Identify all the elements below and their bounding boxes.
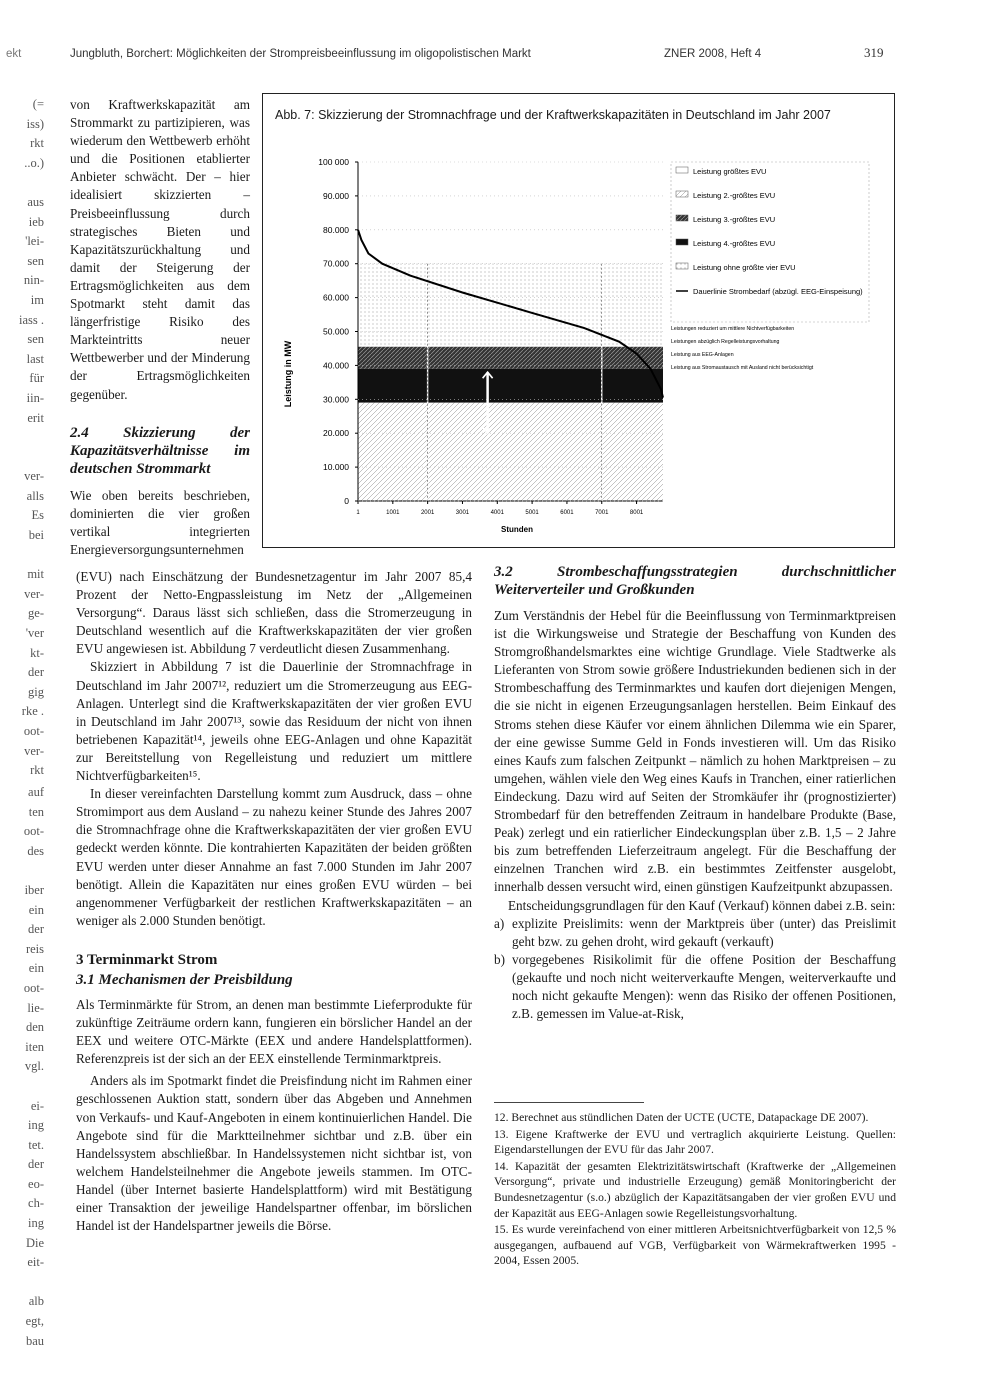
gutter-fragment: der (28, 665, 44, 680)
y-axis-label: Leistung in MW (283, 340, 293, 408)
gutter-fragment: last (26, 351, 44, 366)
legend-label: Leistung 3.-größtes EVU (693, 215, 776, 224)
legend-label: Leistung größtes EVU (693, 167, 767, 176)
gutter-fragment: der (28, 922, 44, 937)
gutter-fragment (0, 173, 44, 193)
gutter-fragment: alb (28, 1294, 44, 1309)
paragraph: In dieser vereinfachten Darstellung kommt zum Ausdruck, dass – ohne Stromimport aus dem Ausland – zu nahezu keiner Stunde des Jahres 2007 die Stromnachfrage ohne die Kraftwerkskapazitäten der vier großen EVU gedeckt werden könnte. Die kontrahierten Kapazitäten der beiden größten EVU werden unter dieser Annahme an fast 7.000 Stunden im Jahr 2007 benötigt. Allein die Kapazitäten nur eines großen EVU würden – bei angenommener Verfügbarkeit der restlichen Kraftwerkskapazitäten – an weniger als 2.000 Stunden benötigt. (76, 786, 472, 928)
footnotes (494, 1110, 896, 1270)
legend-label: Leistung 4.-größtes EVU (693, 239, 776, 248)
paragraph: Anders als im Spotmarkt findet die Preisfindung nicht im Rahmen einer geschlossenen Auktion statt, sondern über das Abgeben und Annehmen von Verkaufs- und Kauf-Angeboten in einem kontinuierlichen Handel. Die Angebote sind für die Marktteilnehmer sichtbar und z.B. über ein Handelssystem abschließbar. In Handelssystemen nicht sichtbar ist, von welchem Handelsteilnehmer die Angebote jeweils stammen. Im OTC-Handel (über Internet basierte Handelsplattform) wird mit Bestätigung einer Transaktion der jeweilige Handelspartner offenbar, im börslichen Handel ist der Handelspartner jeweils die Börse. (76, 1073, 472, 1234)
gutter-fragment: iass . (19, 312, 44, 327)
band-evu-2 (358, 403, 663, 501)
section-heading-3: 3 Terminmarkt Strom (76, 951, 218, 968)
paragraph: Skizziert in Abbildung 7 ist die Dauerlinie der Stromnachfrage in Deutschland im Jahr 2007¹², reduziert um die Stromerzeugung aus EEG-Anlagen. Unterlegt sind die Kraftwerkskapazitäten der vier großen EVU in Deutschland im Jahr 2007¹³, sowie das Residuum der nicht von ihnen betriebenen Kapazität¹⁴, jeweils ohne EEG-Anlagen und ohne Kapazität zur Bereitstellung von Regelleistung und reduziert um mittlere Nichtverfügbarkeiten¹⁵. (76, 659, 472, 784)
section-heading-2-4: 2.4 Skizzierung der Kapazitätsverhältnisse im deutschen Strommarkt (70, 424, 250, 477)
legend-swatch (676, 215, 688, 221)
gutter-fragment: ing (28, 1216, 44, 1231)
gutter-fragment: alls (26, 488, 44, 503)
y-tick-label: 20.000 (323, 428, 349, 439)
list-item: b) vorgegebenes Risikolimit für die offene Position der Beschaffung (gekaufte und noch nicht weiterverkaufte Mengen, weiterverkaufte und noch nicht gekaufte Mengen): wenn das Risiko der offenen Positionen, z.B. gemessen im Value-at-Risk, (494, 951, 896, 1022)
left-margin-stub: ekt (6, 48, 22, 60)
footnote: 13. Eigene Kraftwerke der EVU und vertraglich akquirierte Leistung. Quellen: Eigendarstellungen der EVU für das Jahr 2007. (494, 1127, 896, 1157)
gutter-fragment: erit (27, 410, 44, 425)
gutter-fragment: mit (27, 567, 44, 582)
gutter-fragment: rkt (30, 763, 44, 778)
gutter-fragment: ein (28, 961, 44, 976)
legend-label: Dauerlinie Strombedarf (abzügl. EEG-Einspeisung) (693, 287, 863, 296)
legend-label: Leistung ohne größte vier EVU (693, 263, 796, 272)
gutter-fragment: eit- (27, 1255, 44, 1270)
gutter-fragment: tet. (28, 1137, 44, 1152)
y-tick-label: 100 000 (318, 157, 349, 167)
running-title: Jungbluth, Borchert: Möglichkeiten der Strompreisbeeinflussung im oligopolistischen Markt (70, 48, 531, 60)
x-tick-label: 8001 (629, 510, 644, 516)
y-tick-label: 30.000 (323, 394, 349, 405)
y-tick-label: 40.000 (323, 360, 349, 371)
gutter-fragment: ge- (28, 606, 44, 621)
gutter-fragment: ver- (24, 586, 44, 601)
gutter-fragment: nin- (23, 273, 44, 288)
gutter-fragment (0, 448, 44, 468)
gutter-fragment: Die (25, 1235, 44, 1250)
gutter-fragment: sen (27, 332, 44, 347)
gutter-fragment: ing (28, 1118, 44, 1133)
gutter-fragment: rke . (21, 704, 44, 719)
figure-caption: Abb. 7: Skizzierung der Stromnachfrage und der Kraftwerkskapazitäten in Deutschland im Jahr 2007 (275, 108, 831, 122)
gutter-fragment: oot- (23, 724, 44, 738)
paragraph: Als Terminmärkte für Strom, an denen man bestimmte Lieferprodukte für zukünftige Zeiträume ordern kann, fungieren ein börslicher Handel an der EEX und weitere OTC-Märkte (EEX und andere Handelsplattformen). Referenzpreis ist der sich an der EEX einstellende Terminmarktpreis. (76, 996, 472, 1067)
gutter-fragment: rkt (30, 136, 44, 151)
legend-label: Leistung 2.-größtes EVU (693, 191, 776, 200)
gutter-fragment: lie- (27, 1000, 44, 1015)
gutter-fragment: iin- (26, 390, 44, 405)
paragraph: von Kraftwerkskapazität am Strommarkt zu partizipieren, was wiederum den Wettbewerb erhöht und die Positionen etablierter Anbieter schwächt. Der – hier idealisiert skizzierten – Preisbeeinflussung durch strategisches Bieten und Kapazitätszurückhaltung und damit der Steigerung der Ertragsmöglichkeiten aus dem Spotmarkt steht damit das längerfristige Risiko des Markteintritts neuer Wettbewerber und der Minderung der Ertragsmöglichkeiten gegenüber. (70, 97, 250, 402)
y-tick-label: 80.000 (323, 224, 349, 235)
x-tick-label: 3001 (455, 510, 470, 516)
journal-issue: ZNER 2008, Heft 4 (664, 48, 762, 60)
gutter-fragment: ein (28, 902, 44, 917)
right-column (494, 563, 896, 1023)
gutter-fragment: der (28, 1157, 44, 1172)
paragraph: Entscheidungsgrundlagen für den Kauf (Verkauf) können dabei z.B. sein: (508, 897, 896, 913)
gutter-fragment: Es (31, 508, 44, 523)
gutter-fragment (0, 861, 44, 881)
y-tick-label: 90.000 (323, 190, 349, 201)
y-tick-label: 0 (344, 496, 349, 506)
gutter-fragment: oot- (23, 980, 44, 995)
band-other-capacity (358, 264, 663, 347)
legend-swatch (676, 239, 688, 245)
gutter-fragment: im (30, 292, 44, 307)
gutter-fragment: kt- (30, 645, 44, 660)
gutter-fragment (0, 428, 44, 448)
gutter-fragment (0, 1273, 44, 1293)
gutter-fragments-top (0, 95, 44, 781)
band-evu-4 (358, 369, 663, 403)
legend-item (676, 167, 766, 176)
gutter-fragment: auf (28, 785, 44, 799)
gutter-fragment: bei (28, 528, 44, 543)
gutter-fragment: ten (28, 804, 44, 819)
page-number: 319 (864, 45, 884, 60)
gutter-fragment: ..o.) (24, 155, 44, 170)
y-tick-label: 60.000 (323, 292, 349, 303)
gutter-fragment: gig (28, 684, 44, 699)
x-tick-label: 1 (356, 510, 360, 516)
capacity-chart (263, 94, 896, 549)
figure-note: Leistungen reduziert um mittlere Nichtverfügbarkeiten (671, 326, 795, 332)
legend-item (676, 287, 863, 296)
gutter-fragment: den (25, 1020, 44, 1035)
figure-note: Leistungen abzüglich Regelleistungsvorhaltung (671, 339, 780, 345)
footnote: 12. Berechnet aus stündlichen Daten der UCTE (UCTE, Datapackage DE 2007). (494, 1111, 869, 1124)
legend-item (676, 215, 775, 224)
gutter-fragment: für (29, 371, 44, 386)
gutter-fragment (0, 1077, 44, 1097)
y-tick-label: 50.000 (323, 326, 349, 337)
x-tick-label: 2001 (420, 510, 435, 516)
legend-swatch (676, 167, 688, 173)
paragraph: (EVU) nach Einschätzung der Bundesnetzagentur im Jahr 2007 85,4 Prozent der Netto-Engpassleistung im Netz der „Allgemeinen Versorgung“. Daraus lässt sich schließen, dass die Stromerzeugung in Deutschland wesentlich auf die Kraftwerkskapazitäten der vier großen EVU angewiesen ist. Abbildung 7 verdeutlicht diesen Zusammenhang. (76, 569, 472, 657)
x-tick-label: 7001 (595, 510, 609, 516)
legend-item (676, 191, 775, 200)
gutter-fragment: aus (27, 194, 44, 209)
footnote-rule (494, 1102, 644, 1103)
y-tick-label: 70.000 (323, 258, 349, 269)
figure-7 (262, 93, 895, 548)
y-tick-label: 10.000 (323, 462, 349, 473)
left-column (76, 568, 472, 1235)
section-heading-3-2: 3.2 Strombeschaffungsstrategien durchschnittlicher Weiterverteiler und Großkunden (494, 564, 896, 598)
gutter-fragment: ieb (28, 214, 44, 229)
footnote: 14. Kapazität der gesamten Elektrizitätswirtschaft (Kraftwerke der „Allgemeinen Versorgung“, private und industrielle Erzeugung) gemäß Monitoringbericht der Bundesnetzagentur (s.o.) abzüglich der Kapazitätsangaben der vier großen EVU und der Kapazität aus EEG-Anlagen sowie Regelleistungsvorhaltung. (494, 1159, 896, 1220)
gutter-fragment: iss) (26, 116, 44, 131)
gutter-fragment: (= (32, 97, 44, 111)
gutter-fragment: vgl. (24, 1059, 44, 1074)
paragraph: Wie oben bereits beschrieben, dominierten die vier großen vertikal integrierten Energieversorgungsunternehmen (70, 487, 250, 557)
list-item: a) explizite Preislimits: wenn der Marktpreis über (unter) das Preislimit geht bzw. zu gehen droht, wird gekauft (verkauft) (494, 915, 896, 949)
x-tick-label: 4001 (490, 510, 504, 516)
legend-item (676, 263, 796, 272)
legend-swatch (676, 263, 688, 269)
gutter-fragment: oot- (23, 824, 44, 839)
gutter-fragment: iber (24, 882, 44, 897)
gutter-fragment: sen (27, 253, 44, 268)
gutter-fragment: ver- (24, 743, 44, 758)
gutter-fragments-bottom (0, 783, 44, 1351)
legend-swatch (676, 191, 688, 197)
x-axis-label: Stunden (501, 525, 533, 534)
gutter-fragment: 'ver (25, 626, 44, 641)
gutter-fragment (0, 546, 44, 566)
gutter-fragment: eo- (28, 1176, 44, 1191)
x-tick-label: 1001 (386, 510, 400, 516)
gutter-fragment: 'lei- (25, 234, 44, 249)
gutter-fragment: des (27, 843, 44, 858)
gutter-fragment: ver- (24, 469, 44, 484)
narrow-column (70, 96, 250, 559)
gutter-fragment: reis (25, 941, 44, 956)
x-tick-label: 5001 (525, 510, 539, 516)
figure-note: Leistung aus Stromaustausch mit Ausland nicht berücksichtigt (671, 365, 814, 371)
gutter-fragment: egt, (25, 1314, 44, 1329)
legend-item (676, 239, 775, 248)
gutter-fragment: bau (25, 1333, 44, 1348)
gutter-fragment: iten (25, 1039, 44, 1054)
section-heading-3-1: 3.1 Mechanismen der Preisbildung (76, 971, 293, 988)
figure-note: Leistung aus EEG-Anlagen (671, 352, 734, 358)
gutter-fragment: ch- (28, 1196, 44, 1211)
gutter-fragment: ei- (30, 1098, 44, 1113)
x-tick-label: 6001 (560, 510, 574, 516)
paragraph: Zum Verständnis der Hebel für die Beeinflussung von Terminmarktpreisen ist die Wirkungsweise und Strategie der Beschaffung von Kunden des Stromgroßhandelsmarktes eine wichtige Grundlage. Viele Stadtwerke als Lieferanten von Strom sowie größere Industriekunden bedienen sich in der Strombeschaffung des Terminmarktes und kaufen dort diejenigen Mengen, die sie nicht in eigenen Erzeugungsanlagen herstellen. Beim Einkauf des Stroms stehen diese Käufer vor einem ähnlichen Dilemma wie ein Sparer, der eine gewisse Summe Geld in Fonds investieren will. Um das Risiko eines Kaufs zum falschen Zeitpunkt – nämlich zu hohen Marktpreisen – zu umgehen, wählen viele den Weg eines Kaufs in Tranchen, einer ratierlichen Eindeckung. Dazu wird auf Seiten der Stromkäufer ihr (prognostizierter) Strombedarf für den betreffenden Zeitraum in handelbare Produkte (Base, Peak) zerlegt und ein ratierlicher Eindeckungsplan über z.B. 1,5 – 2 Jahre bis zum betreffenden Lieferzeitraum angelegt. Für die Beschaffung der einzelnen Tranchen wird z.B. ein bestimmtes Zeitfenster ausgelobt, innerhalb dessen versucht wird, einen günstigen Kaufzeitpunkt abzupassen. (494, 608, 896, 895)
footnote: 15. Es wurde vereinfachend von einer mittleren Arbeitsnichtverfügbarkeit von 12,5 % ausgegangen, aufbauend auf VGB, Verfügbarkeit von Wärmekraftwerken 1995 - 2004, Essen 2005. (494, 1223, 896, 1268)
